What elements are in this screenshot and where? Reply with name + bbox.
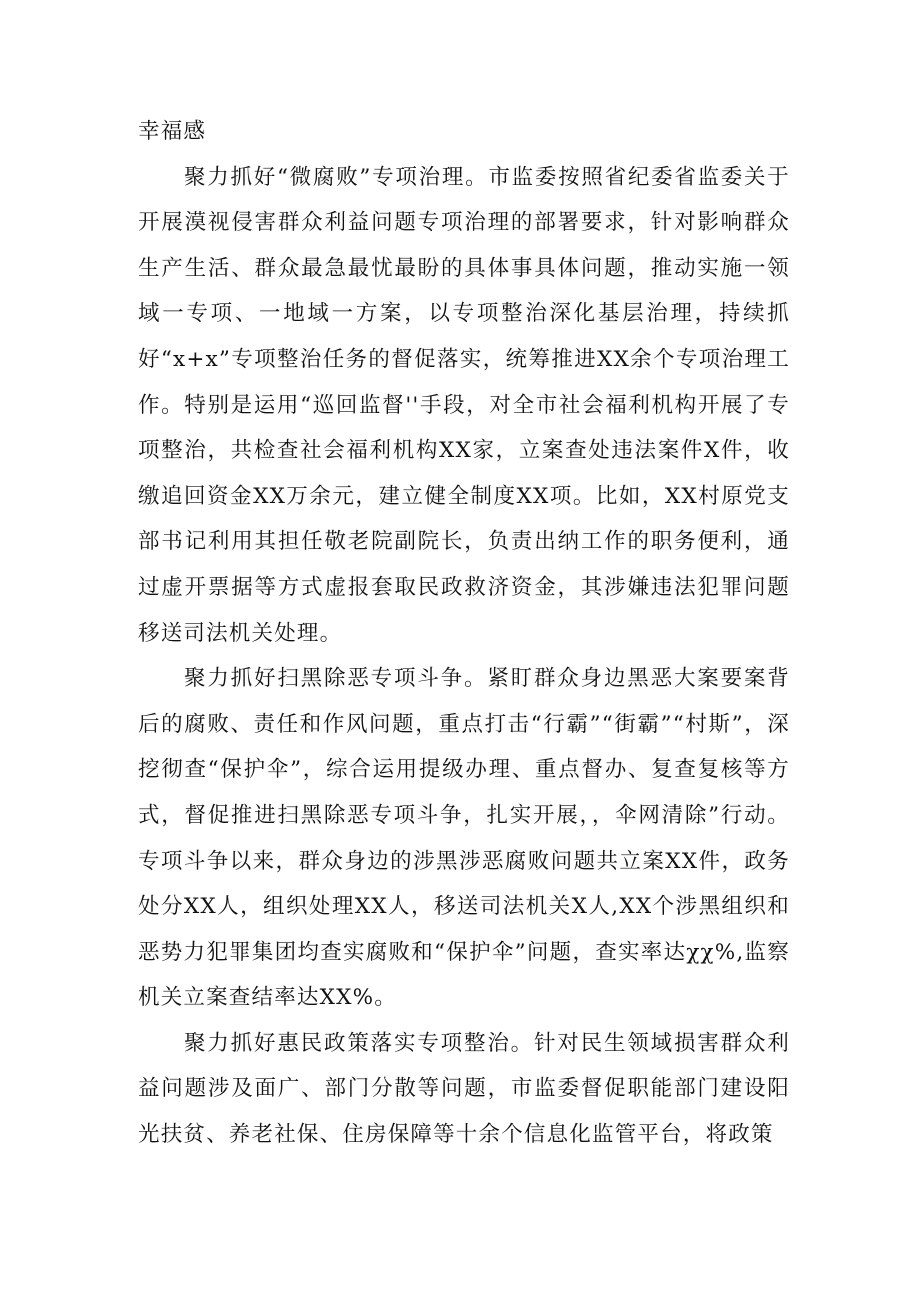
document-body bbox=[138, 109, 790, 1158]
paragraph-micro-corruption: 聚力抓好“微腐败”专项治理。市监委按照省纪委省监委关于开展漠视侵害群众利益问题专项治理的部署要求，针对影响群众生产生活、群众最急最忧最盼的具体事具体问题，推动实施一领域一专项、一地域一方案，以专项整治深化基层治理，持续抓好“x+x”专项整治任务的督促落实，统筹推进XX余个专项治理工作。特别是运用“巡回监督''手段，对全市社会福利机构开展了专项整治，共检查社会福利机构XX家，立案查处违法案件X件，收缴追回资金XX万余元，建立健全制度XX项。比如，XX村原党支部书记利用其担任敬老院副院长，负责出纳工作的职务便利，通过虚开票据等方式虚报套取民政救济资金，其涉嫌违法犯罪问题移送司法机关处理。 bbox=[138, 164, 790, 646]
paragraph-continuation: 幸福感 bbox=[138, 119, 207, 144]
paragraph-policy-implementation: 聚力抓好惠民政策落实专项整治。针对民生领域损害群众利益问题涉及面广、部门分散等问题，市监委督促职能部门建设阳光扶贫、养老社保、住房保障等十余个信息化监管平台，将政策 bbox=[138, 1030, 790, 1148]
paragraph-anti-gang: 聚力抓好扫黑除恶专项斗争。紧盯群众身边黑恶大案要案背后的腐败、责任和作风问题，重点打击“行霸”“街霸”“村斯”，深挖彻查“保护伞”，综合运用提级办理、重点督办、复查复核等方式，督促推进扫黑除恶专项斗争，扎实开展，，伞网清除”行动。专项斗争以来，群众身边的涉黑涉恶腐败问题共立案XX件，政务处分XX人，组织处理XX人，移送司法机关X人,XX个涉黑组织和恶势力犯罪集团均查实腐败和“保护伞”问题，查实率达χχ%,监察机关立案查结率达XX%。 bbox=[138, 666, 790, 1011]
